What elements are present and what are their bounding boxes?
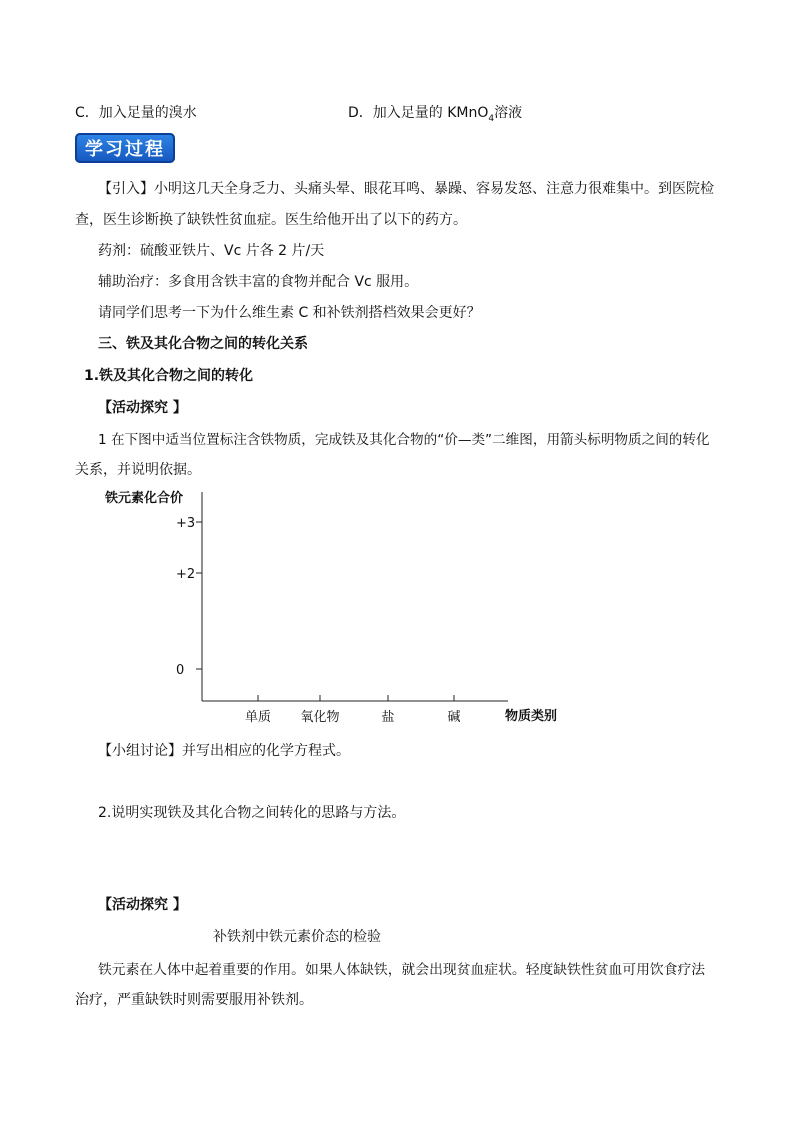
thinking-question: 请同学们思考一下为什么维生素 C 和补铁剂搭档效果会更好？ bbox=[98, 305, 481, 321]
task-1-line-1: 1 在下图中适当位置标注含铁物质，完成铁及其化合物的“价—类”二维图，用箭头标明物质之间的转化 bbox=[98, 432, 710, 448]
final-para-line-2: 治疗，严重缺铁时则需要服用补铁剂。 bbox=[75, 992, 313, 1008]
chart-y-tick-label: 0 bbox=[176, 663, 185, 678]
test-title: 补铁剂中铁元素价态的检验 bbox=[213, 929, 381, 945]
option-d-text: D．加入足量的 KMnO bbox=[348, 105, 489, 121]
chart-x-tick-label: 氧化物 bbox=[300, 710, 340, 725]
activity-label-2: 【活动探究 】 bbox=[98, 897, 187, 913]
task-1-line-2: 关系，并说明依据。 bbox=[75, 462, 201, 478]
chart-x-tick-label: 碱 bbox=[447, 710, 461, 725]
section-3-title: 三、铁及其化合物之间的转化关系 bbox=[98, 336, 308, 352]
chart-x-tick-label: 单质 bbox=[244, 710, 272, 725]
chart-y-tick-label: +2 bbox=[176, 567, 196, 582]
subsection-1-title: 1.铁及其化合物之间的转化 bbox=[84, 368, 254, 384]
intro-line-2: 查，医生诊断换了缺铁性贫血症。医生给他开出了以下的药方。 bbox=[75, 212, 467, 228]
chart-y-axis-label: 铁元素化合价 bbox=[105, 491, 184, 506]
chart-y-tick-label: +3 bbox=[176, 516, 196, 531]
final-para-line-1: 铁元素在人体中起着重要的作用。如果人体缺铁，就会出现贫血症状。轻度缺铁性贫血可用饮食疗法 bbox=[98, 962, 706, 978]
section-badge-learning-process: 学习过程 bbox=[75, 133, 175, 163]
group-discussion: 【小组讨论】并写出相应的化学方程式。 bbox=[98, 743, 350, 759]
intro-text: 小明这几天全身乏力、头痛头晕、眼花耳鸣、暴躁、容易发怒、注意力很难集中。到医院检 bbox=[154, 181, 714, 197]
activity-label: 【活动探究 】 bbox=[98, 400, 187, 416]
intro-tag: 【引入】 bbox=[98, 181, 154, 197]
chart-x-axis-label: 物质类别 bbox=[505, 709, 558, 724]
question-2: 2.说明实现铁及其化合物之间转化的思路与方法。 bbox=[98, 805, 406, 821]
chart-x-tick-label: 盐 bbox=[381, 710, 395, 725]
drug-line: 药剂：硫酸亚铁片、Vc 片各 2 片/天 bbox=[98, 243, 325, 259]
option-c: C．加入足量的溴水 bbox=[75, 105, 197, 121]
option-d-suffix: 溶液 bbox=[494, 105, 523, 121]
aux-therapy-line: 辅助治疗：多食用含铁丰富的食物并配合 Vc 服用。 bbox=[98, 274, 419, 290]
option-d-subscript: 4 bbox=[488, 113, 495, 124]
